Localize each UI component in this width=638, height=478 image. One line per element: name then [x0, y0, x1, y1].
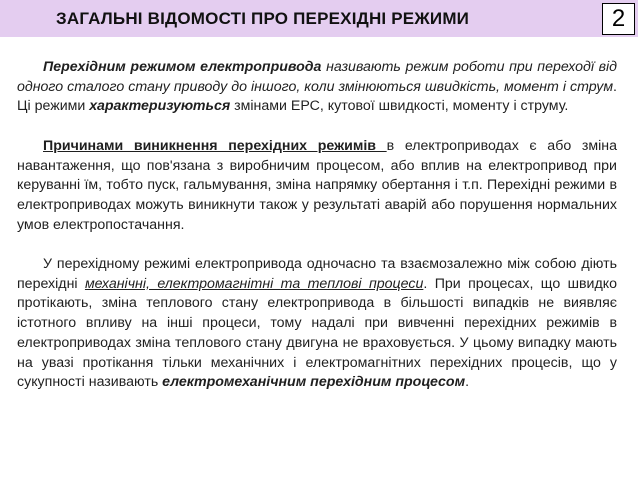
text-segment: У перехідному режимі електропривода одночасно та взаємозалежно між собою діють перехідні — [17, 256, 617, 292]
paragraph-definition — [17, 58, 617, 117]
text-segment: . — [465, 374, 470, 391]
term-transient-mode: Перехідним режимом електропривода — [43, 59, 322, 75]
definition-text: називають режим роботи при переходї від одного сталого стану приводу до іншого, коли змінюються швидкість, момент і струм — [17, 59, 617, 95]
text-segment: в електроприводах є або зміна навантаження, що пов'язана з виробничим процесом, або вплив на електропривод при керуванні їм, тобто пуск, гальмування, зміна напрямку обертання і т.п. Перехідні режими в електроприводах можуть виникнути також у результаті аварій або порушення нормальних умов електропостачання. — [17, 137, 617, 233]
paragraph-causes — [17, 137, 617, 236]
text-segment: змінами ЕРС, кутової швидкості, моменту і струму. — [230, 98, 569, 115]
slide-number: 2 — [602, 3, 635, 35]
text-segment: . При процесах, що швидко протікають, зміна теплового стану електропривода в більшості випадків не виявляє істотного впливу на інші процеси, тому надалі при вивченні перехідних режимів в електроприводах зміна теплового стану двигуна не враховується. У цьому випадку мають на увазі протікання тільки механічних і електромагнітних перехідних процесів, що у сукупності називають — [17, 275, 617, 391]
slide-body — [17, 58, 617, 393]
term-electromechanical-process: електромеханічним перехідним процесом — [162, 374, 466, 391]
text-segment: . Ці режими — [17, 78, 617, 115]
term-characterized: характеризуються — [89, 98, 231, 115]
slide-title: ЗАГАЛЬНІ ВІДОМОСТІ ПРО ПЕРЕХІДНІ РЕЖИМИ — [56, 9, 470, 28]
term-causes: Причинами виникнення перехідних режимів — [43, 137, 387, 154]
title-bar — [0, 0, 638, 37]
paragraph-processes — [17, 255, 617, 393]
term-processes: механічні, електромагнітні та теплові процеси — [84, 275, 424, 292]
